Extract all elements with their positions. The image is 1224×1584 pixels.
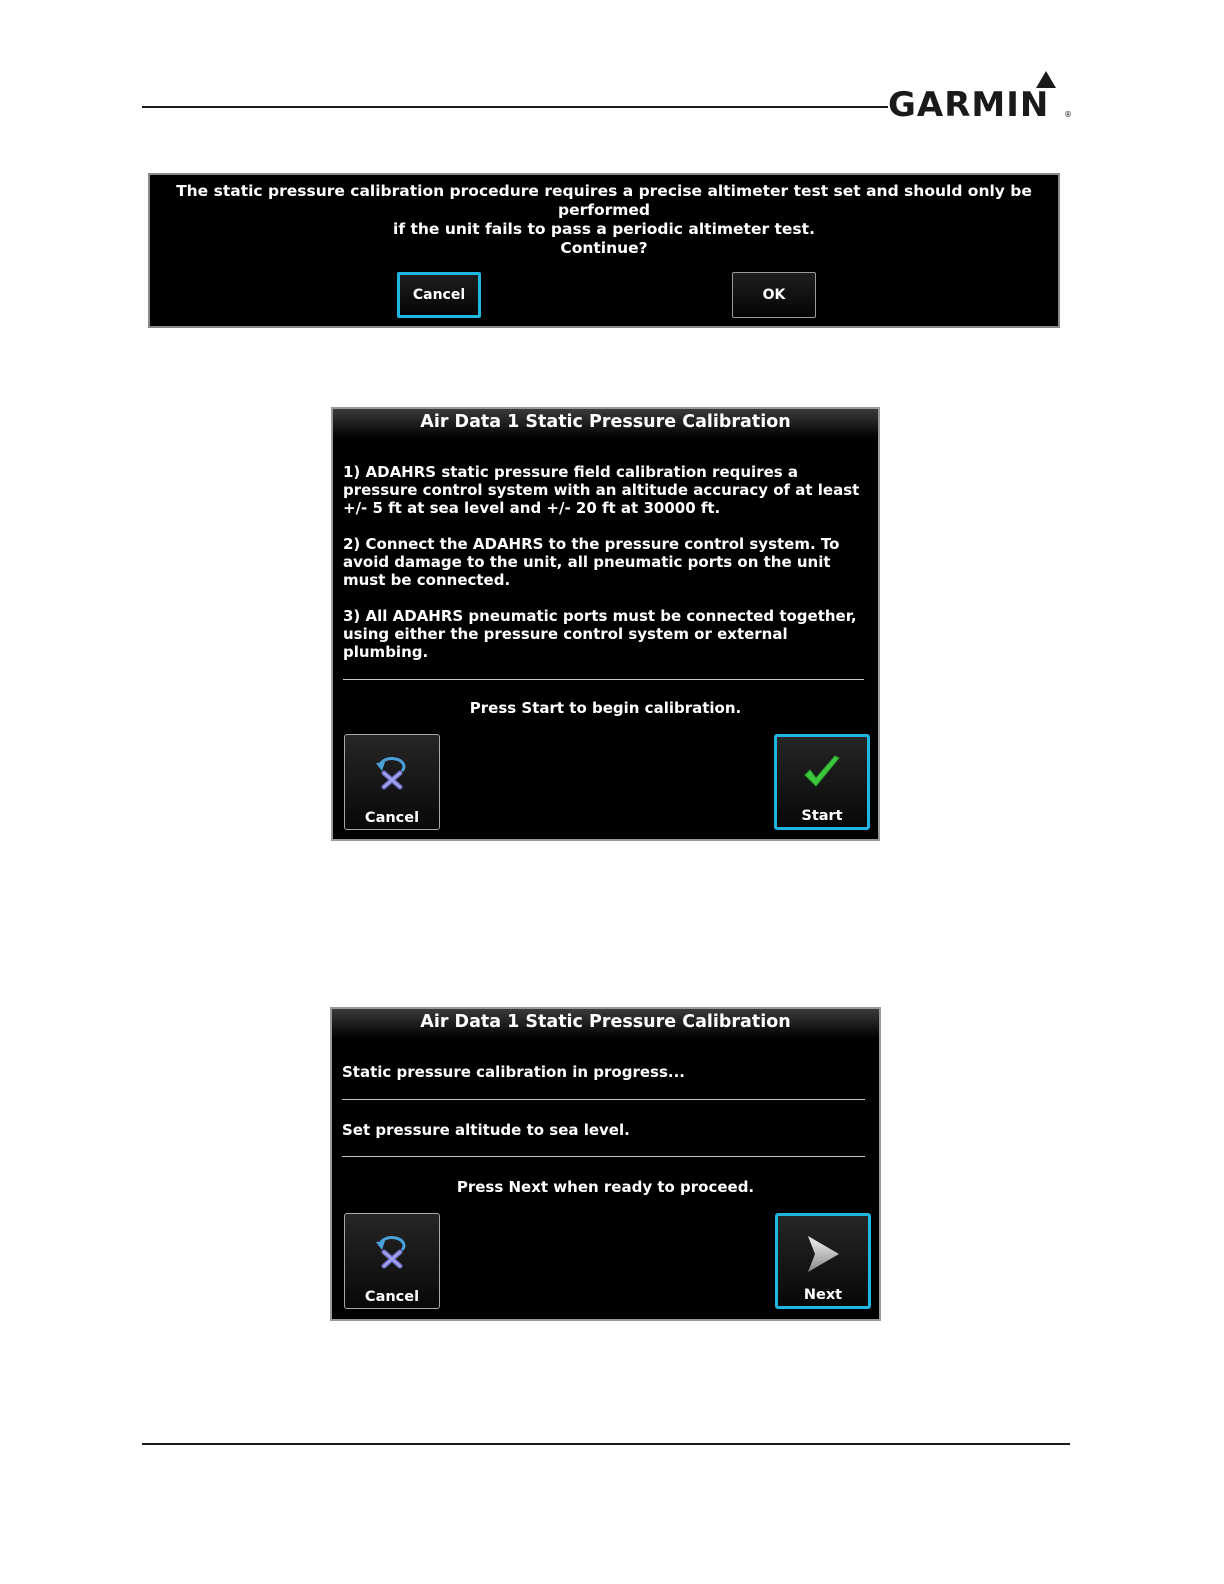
- pressure-instruction: Set pressure altitude to sea level.: [342, 1121, 630, 1139]
- step-2-text: 2) Connect the ADAHRS to the pressure control system. To avoid damage to the unit, all pneumatic ports on the unit must be connected.: [343, 535, 840, 589]
- divider: [343, 679, 864, 680]
- dialog-cancel-button[interactable]: [397, 272, 481, 318]
- dialog-ok-label: OK: [762, 287, 786, 303]
- next-button[interactable]: [775, 1213, 871, 1309]
- logo-trademark: ®: [1064, 110, 1072, 119]
- warning-dialog: [148, 173, 1060, 328]
- logo-text: GARMIN: [888, 85, 1050, 125]
- dialog-message: [160, 182, 1048, 239]
- dialog-message-line2: if the unit fails to pass a periodic altimeter test.: [393, 220, 815, 238]
- panel-title: Air Data 1 Static Pressure Calibration: [333, 409, 878, 439]
- cancel-icon: [374, 1234, 410, 1270]
- next-prompt: Press Next when ready to proceed.: [456, 1178, 755, 1196]
- divider-2: [342, 1156, 865, 1157]
- dialog-question: Continue?: [560, 239, 648, 257]
- start-button[interactable]: [774, 734, 870, 830]
- next-arrow-icon: [805, 1234, 841, 1274]
- divider-1: [342, 1099, 865, 1100]
- calibration-start-panel: [331, 407, 880, 841]
- cancel-label: Cancel: [364, 1289, 420, 1305]
- cancel-button[interactable]: [344, 734, 440, 830]
- cancel-label: Cancel: [364, 810, 420, 826]
- checkmark-icon: [802, 755, 842, 791]
- footer-rule: [142, 1443, 1070, 1445]
- start-label: Start: [801, 808, 843, 824]
- step-1-text: 1) ADAHRS static pressure field calibration requires a pressure control system with an altitude accuracy of at least +/- 5 ft at sea level and +/- 20 ft at 30000 ft.: [343, 463, 860, 517]
- start-prompt: Press Start to begin calibration.: [469, 699, 742, 717]
- next-label: Next: [803, 1287, 843, 1303]
- step-3-text: 3) All ADAHRS pneumatic ports must be connected together, using either the pressure control system or external plumbing.: [343, 607, 857, 661]
- dialog-ok-button[interactable]: [732, 272, 816, 318]
- header-rule: [142, 106, 888, 108]
- cancel-button[interactable]: [344, 1213, 440, 1309]
- dialog-cancel-label: Cancel: [412, 287, 466, 303]
- calibration-progress-panel: [330, 1007, 881, 1321]
- dialog-message-line1: The static pressure calibration procedure requires a precise altimeter test set and should only be performed: [176, 182, 1032, 219]
- progress-status: Static pressure calibration in progress...: [342, 1063, 685, 1081]
- cancel-icon: [374, 755, 410, 791]
- panel-title: Air Data 1 Static Pressure Calibration: [332, 1009, 879, 1039]
- garmin-logo: [888, 68, 1070, 124]
